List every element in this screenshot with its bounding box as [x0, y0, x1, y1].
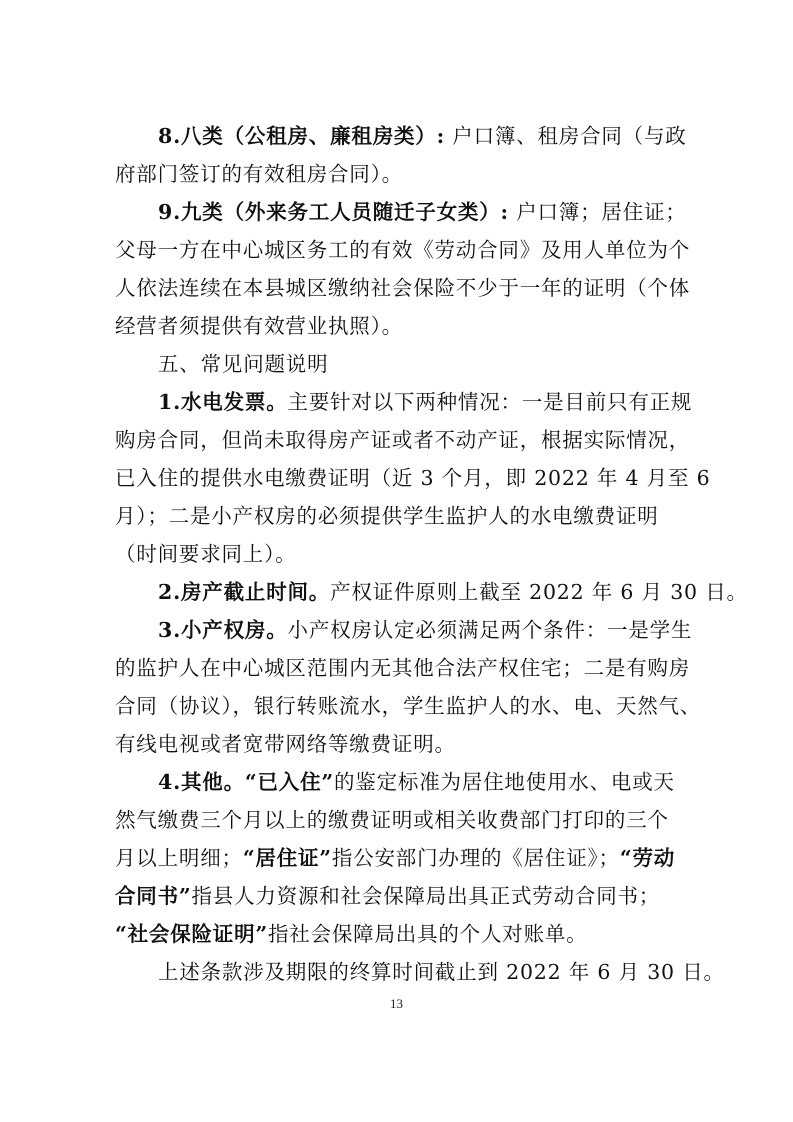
item-9-line-1 [158, 195, 687, 229]
question-4-text-5: 指社会保障局出具的个人对账单。 [267, 922, 588, 946]
question-3-line-2: 的监护人在中心城区范围内无其他合法产权住宅；二是有购房 [115, 656, 691, 680]
item-9-line-4: 经营者须提供有效营业执照）。 [115, 314, 403, 338]
quote-shebao: “社会保险证明” [115, 922, 268, 946]
question-4-heading: 4.其他。 [158, 770, 245, 794]
question-3-heading: 3.小产权房。 [158, 618, 288, 642]
question-4-text-4: 指县人力资源和社会保障局出具正式劳动合同书； [191, 884, 661, 908]
question-1-line-4: 月）；二是小产权房的必须提供学生监护人的水电缴费证明 [115, 504, 659, 528]
question-1-heading: 1.水电发票。 [158, 390, 288, 414]
question-2-line-1 [158, 575, 748, 609]
question-4-line-2: 然气缴费三个月以上的缴费证明或相关收费部门打印的三个 [115, 808, 669, 832]
section-5-heading: 五、常见问题说明 [158, 352, 329, 376]
question-1-line-5: （时间要求同上）。 [115, 542, 297, 566]
question-3-line-3: 合同（协议），银行转账流水，学生监护人的水、电、天然气、 [115, 694, 702, 718]
question-4-line-4 [115, 879, 660, 913]
question-3-line-1 [158, 613, 692, 647]
closing-paragraph: 上述条款涉及期限的终算时间截止到 2022 年 6 月 30 日。 [158, 960, 725, 984]
quote-hetongshu: 合同书” [115, 884, 192, 908]
quote-yiruzhu: “已入住” [244, 770, 334, 794]
question-4-line-3 [115, 841, 675, 875]
page-number: 13 [390, 996, 403, 1011]
item-9-line-3: 人依法连续在本县城区缴纳社会保险不少于一年的证明（个体 [115, 276, 691, 300]
question-1-text-1: 主要针对以下两种情况：一是目前只有正规 [287, 390, 693, 414]
item-8-line-2: 府部门签订的有效租房合同）。 [115, 162, 403, 186]
question-3-line-4: 有线电视或者宽带网络等缴费证明。 [115, 732, 456, 756]
question-4-text-3a: 月以上明细； [115, 846, 243, 870]
question-4-text-3b: 指公安部门办理的《居住证》； [331, 846, 620, 870]
question-3-text-1: 小产权房认定必须满足两个条件：一是学生 [287, 618, 693, 642]
question-4-text-1: 的鉴定标准为居住地使用水、电或天 [334, 770, 675, 794]
question-1-line-2: 购房合同，但尚未取得房产证或者不动产证，根据实际情况， [115, 428, 691, 452]
question-2-heading: 2.房产截止时间。 [158, 580, 331, 604]
quote-juzhuzheng: “居住证” [242, 846, 332, 870]
item-8-text-1: 户口簿、租房合同（与政 [444, 124, 687, 148]
item-9-heading: 9.九类（外来务工人员随迁子女类）: [158, 200, 509, 224]
item-8-heading: 8.八类（公租房、廉租房类）: [158, 124, 445, 148]
question-2-text-1: 产权证件原则上截至 2022 年 6 月 30 日。 [330, 580, 748, 604]
quote-laodong: “劳动 [619, 846, 676, 870]
question-4-line-5 [115, 917, 587, 951]
question-1-line-3: 已入住的提供水电缴费证明（近 3 个月，即 2022 年 4 月至 6 [115, 466, 711, 490]
question-1-line-1 [158, 385, 692, 419]
item-9-text-1: 户口簿；居住证； [508, 200, 687, 224]
question-4-line-1 [158, 765, 675, 799]
item-8-line-1 [158, 119, 687, 153]
item-9-line-2: 父母一方在中心城区务工的有效《劳动合同》及用人单位为个 [115, 238, 691, 262]
